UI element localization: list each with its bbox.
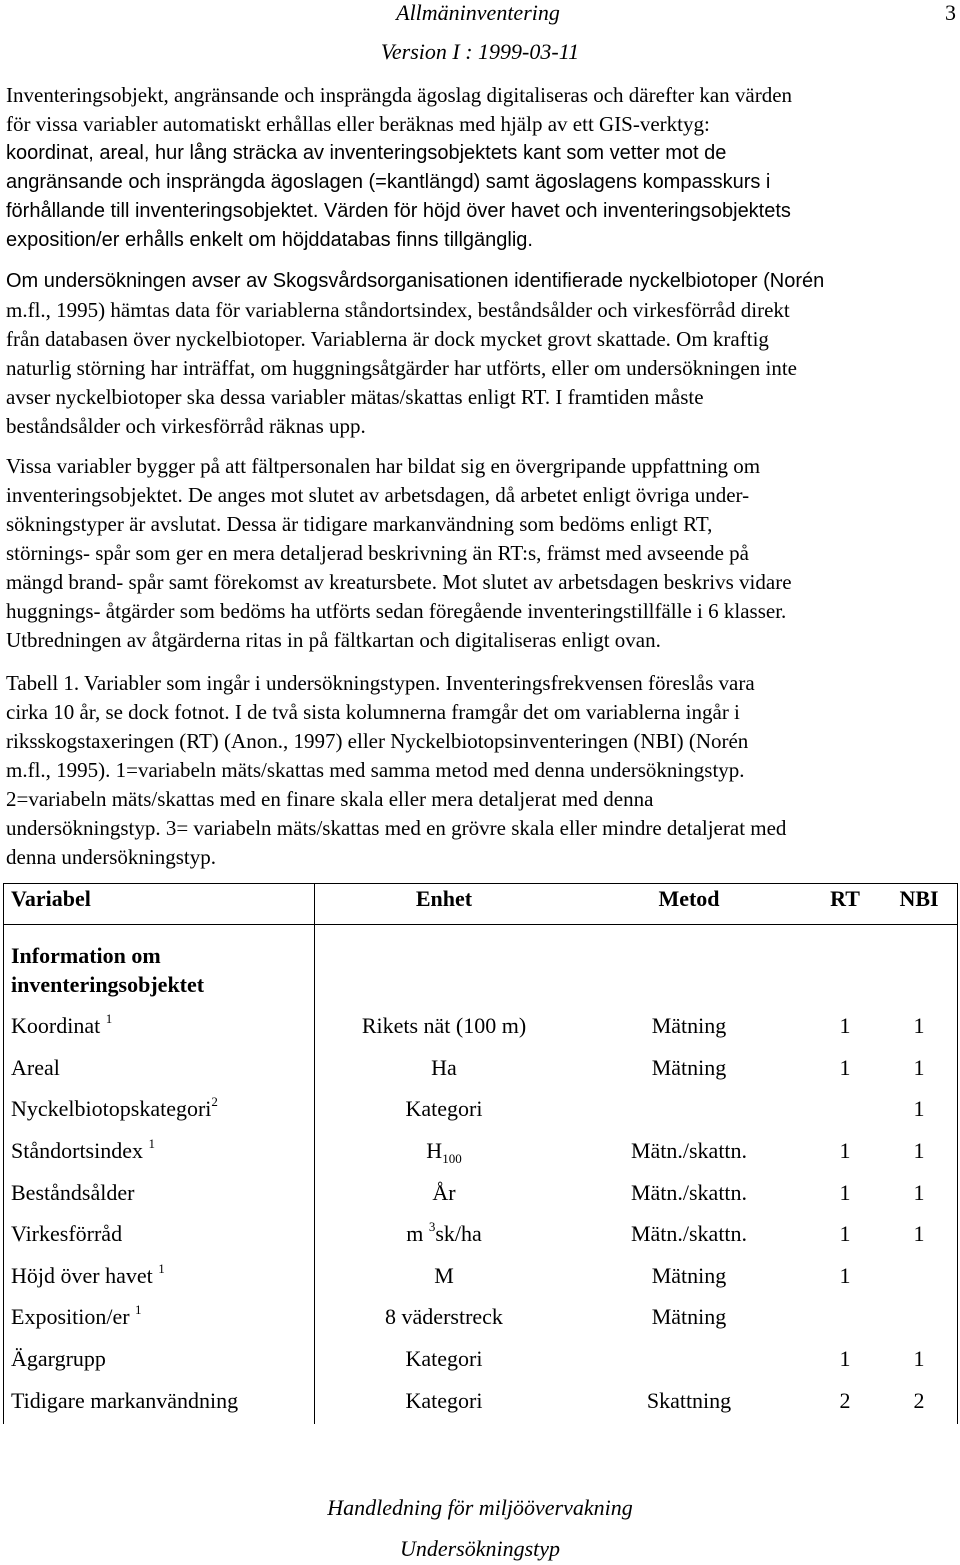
- table-row-method: Mätn./skattn.: [630, 1180, 748, 1205]
- table-column-divider: [314, 883, 315, 1424]
- text-line: m.fl., 1995) hämtas data för variablerna ståndortsindex, beståndsålder och virkesförråd direkt: [6, 298, 790, 322]
- table-row-unit: Kategori: [405, 1096, 483, 1121]
- table-row-variable: Virkesförråd: [11, 1221, 123, 1246]
- footnote-mark: 1: [158, 1261, 165, 1276]
- table-row-rt: 1: [839, 1138, 851, 1163]
- header-metod: Metod: [658, 886, 720, 911]
- cell-text: sk/ha: [435, 1221, 482, 1246]
- text-line: störnings- spår som ger en mera detaljerad beskrivning än RT:s, främst med avseende på: [6, 541, 749, 565]
- footer-subtitle: Undersökningstyp: [399, 1536, 561, 1561]
- table-row-method: Mätn./skattn.: [630, 1138, 748, 1163]
- table-row-rt: 1: [839, 1346, 851, 1371]
- footnote-mark: 1: [148, 1136, 155, 1151]
- table-row-variable: [11, 1263, 165, 1289]
- section-title-line: Information om: [11, 943, 161, 968]
- text-line: Om undersökningen avser av Skogsvårdsorganisationen identifierade nyckelbiotoper (Norén: [6, 270, 825, 292]
- table-border-right: [957, 883, 958, 1424]
- text-line: cirka 10 år, se dock fotnot. I de två sista kolumnerna framgår det om variablerna ingår i: [6, 700, 740, 724]
- text-line: Tabell 1. Variabler som ingår i undersökningstypen. Inventeringsfrekvensen föreslås vara: [6, 671, 755, 695]
- table-row-unit: [317, 1221, 571, 1247]
- subscript: 100: [442, 1151, 462, 1166]
- table-row-method: Mätning: [651, 1013, 727, 1038]
- table-row-variable: [11, 1096, 218, 1122]
- text-line: avser nyckelbiotoper ska dessa variabler mätas/skattas enligt RT. I framtiden måste: [6, 385, 704, 409]
- table-row-unit: [317, 1138, 571, 1164]
- text-line: riksskogstaxeringen (RT) (Anon., 1997) eller Nyckelbiotopsinventeringen (NBI) (Norén: [6, 729, 749, 753]
- table-row-nbi: 1: [913, 1138, 925, 1163]
- cell-text: Nyckelbiotopskategori: [11, 1096, 212, 1121]
- table-row-nbi: 1: [913, 1055, 925, 1080]
- text-line: undersökningstyp. 3= variabeln mäts/skattas med en grövre skala eller mindre detaljerat med: [6, 816, 787, 840]
- table-row-unit: 8 väderstreck: [385, 1304, 503, 1329]
- footer-title: Handledning för miljöövervakning: [327, 1495, 633, 1520]
- table-row-rt: 1: [839, 1013, 851, 1038]
- text-line: sökningstyper är avslutat. Dessa är tidigare markanvändning som bedöms enligt RT,: [6, 512, 713, 536]
- header-nbi: NBI: [899, 886, 939, 911]
- table-border-top: [3, 883, 958, 884]
- table-row-rt: 1: [839, 1055, 851, 1080]
- table-row-variable: [11, 1013, 112, 1039]
- text-line: från databasen över nyckelbiotoper. Variablerna är dock mycket grovt skattade. Om kraftig: [6, 327, 769, 351]
- text-line: m.fl., 1995). 1=variabeln mäts/skattas med samma metod med denna undersökningstyp.: [6, 758, 745, 782]
- table-row-rt: 1: [839, 1263, 851, 1288]
- table-row-unit: Ha: [431, 1055, 457, 1080]
- text-line: Vissa variabler bygger på att fältpersonalen har bildat sig en övergripande uppfattning om: [6, 454, 761, 478]
- table-row-method: Mätning: [651, 1263, 727, 1288]
- cell-text: H: [426, 1138, 443, 1163]
- table-row-variable: [11, 1304, 142, 1330]
- text-line: huggnings- åtgärder som bedöms ha utförts sedan föregående inventeringstillfälle i 6 klasser.: [6, 599, 787, 623]
- cell-text: Exposition/er: [11, 1304, 130, 1329]
- table-row-unit: Rikets nät (100 m): [361, 1013, 527, 1038]
- text-line: Inventeringsobjekt, angränsande och insprängda ägoslag digitaliseras och därefter kan värden: [6, 83, 793, 107]
- text-line: koordinat, areal, hur lång sträcka av inventeringsobjektets kant som vetter mot de: [6, 142, 727, 164]
- table-row-unit: Kategori: [405, 1346, 483, 1371]
- paragraph-gis: [6, 81, 956, 255]
- cell-text: Höjd över havet: [11, 1263, 153, 1288]
- table-border-left: [3, 883, 4, 1424]
- header-rt: RT: [830, 886, 860, 911]
- text-line: denna undersökningstyp.: [6, 845, 216, 869]
- header-title: Allmäninventering: [396, 0, 560, 25]
- table-row-method: Mätning: [651, 1055, 727, 1080]
- paragraph-nyckelbiotoper: [6, 267, 956, 441]
- table-row-nbi: 1: [913, 1013, 925, 1038]
- text-line: Utbredningen av åtgärderna ritas in på fältkartan och digitaliseras enligt ovan.: [6, 628, 661, 652]
- text-line: beståndsålder och virkesförråd räknas upp.: [6, 414, 366, 438]
- table-row-nbi: 2: [913, 1388, 925, 1413]
- text-line: för vissa variabler automatiskt erhållas eller beräknas med hjälp av ett GIS-verktyg:: [6, 112, 710, 136]
- section-title-line: inventeringsobjektet: [11, 972, 205, 997]
- table-row-nbi: 1: [913, 1180, 925, 1205]
- header-variabel: Variabel: [11, 886, 91, 911]
- table-row-unit: M: [434, 1263, 454, 1288]
- cell-text: Ståndortsindex: [11, 1138, 143, 1163]
- table-row-variable: Beståndsålder: [11, 1180, 135, 1205]
- cell-text: m: [406, 1221, 424, 1246]
- table-header-divider: [3, 924, 958, 925]
- table-row-method: Skattning: [646, 1388, 732, 1413]
- page-number: 3: [945, 0, 956, 25]
- text-line: inventeringsobjektet. De anges mot slutet av arbetsdagen, då arbetet enligt övriga under-: [6, 483, 750, 507]
- table-row-rt: 1: [839, 1180, 851, 1205]
- paragraph-faltpersonal: [6, 452, 956, 655]
- text-line: 2=variabeln mäts/skattas med en finare skala eller mera detaljerat med denna: [6, 787, 654, 811]
- table-row-variable: Ägargrupp: [11, 1346, 106, 1371]
- header-enhet: Enhet: [415, 886, 473, 911]
- superscript: 3: [428, 1219, 436, 1234]
- text-line: exposition/er erhålls enkelt om höjddatabas finns tillgänglig.: [6, 229, 533, 251]
- text-line: angränsande och insprängda ägoslagen (=kantlängd) samt ägoslagens kompasskurs i: [6, 171, 771, 193]
- table-row-unit: År: [432, 1180, 456, 1205]
- table-row-variable: Tidigare markanvändning: [11, 1388, 239, 1413]
- table-row-nbi: 1: [913, 1221, 925, 1246]
- table-row-unit: Kategori: [405, 1388, 483, 1413]
- text-line: naturlig störning har inträffat, om huggningsåtgärder har utförts, eller om undersökningen inte: [6, 356, 797, 380]
- table-row-rt: 2: [839, 1388, 851, 1413]
- table-row-nbi: 1: [913, 1346, 925, 1371]
- footnote-mark: 1: [135, 1302, 142, 1317]
- text-line: förhållande till inventeringsobjektet. Värden för höjd över havet och inventeringsobjektets: [6, 200, 791, 222]
- footnote-mark: 2: [211, 1094, 218, 1109]
- table-row-variable: Areal: [11, 1055, 60, 1080]
- footnote-mark: 1: [105, 1011, 113, 1026]
- variable-table: [3, 883, 958, 1424]
- cell-text: Koordinat: [11, 1013, 101, 1038]
- section-title: [11, 941, 204, 999]
- table-row-rt: 1: [839, 1221, 851, 1246]
- header-version: Version I : 1999-03-11: [380, 39, 580, 64]
- text-line: mängd brand- spår samt förekomst av kreatursbete. Mot slutet av arbetsdagen beskrivs vidare: [6, 570, 792, 594]
- table-row-method: Mätn./skattn.: [630, 1221, 748, 1246]
- table-caption: [6, 669, 956, 872]
- table-row-variable: [11, 1138, 155, 1164]
- table-row-nbi: 1: [913, 1096, 925, 1121]
- table-row-method: Mätning: [651, 1304, 727, 1329]
